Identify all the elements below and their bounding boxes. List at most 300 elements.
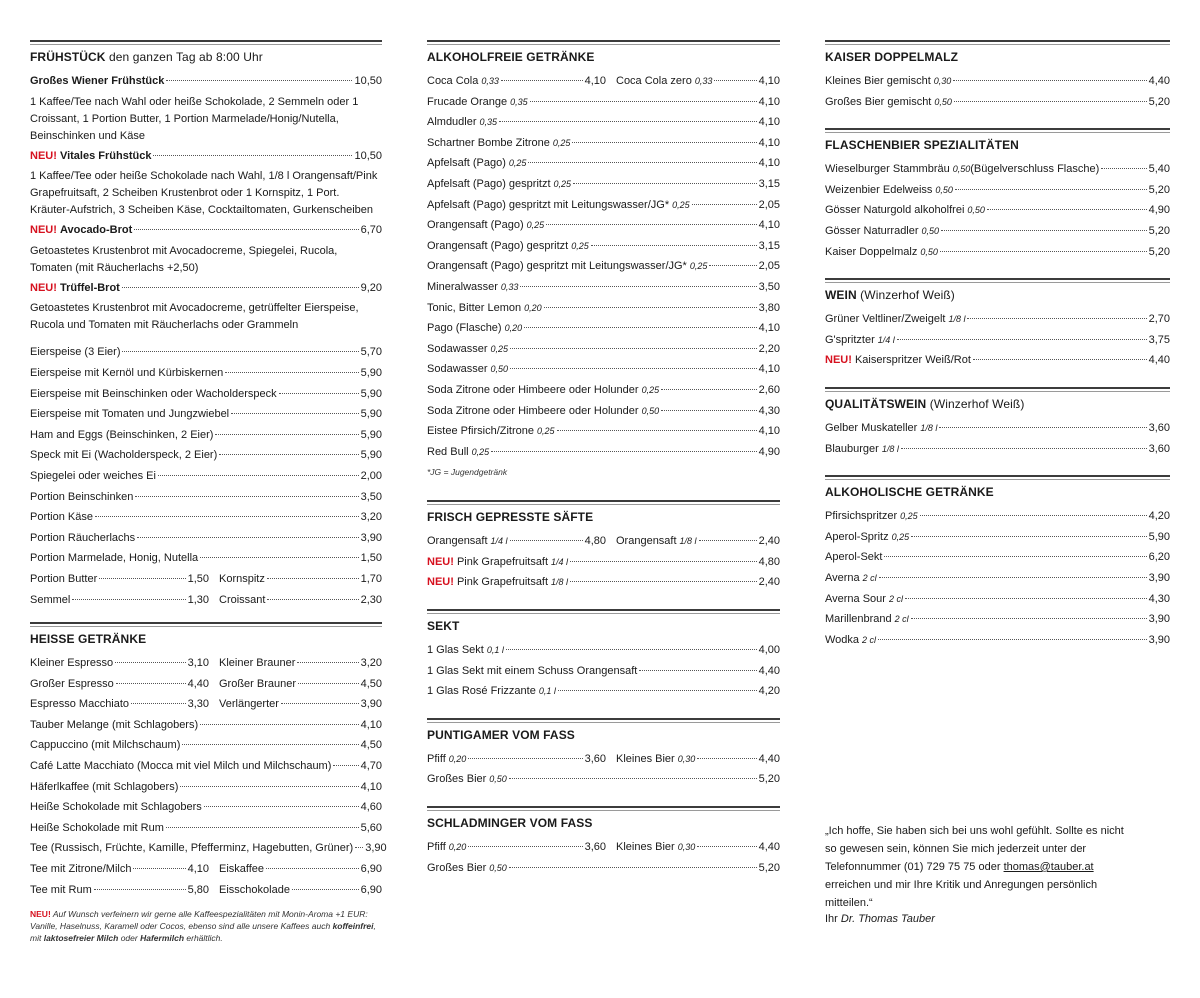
menu-item bbox=[427, 114, 780, 135]
dot-leader bbox=[122, 351, 358, 352]
item-price: 4,50 bbox=[360, 739, 382, 752]
pair-right bbox=[209, 696, 382, 713]
menu-item bbox=[825, 352, 1170, 373]
item-price: 4,10 bbox=[360, 780, 382, 793]
item-name: Tauber Melange (mit Schlagobers) bbox=[30, 718, 199, 731]
item-volume: 0,50 bbox=[952, 164, 971, 175]
item-price: 4,40 bbox=[758, 664, 780, 677]
email-link[interactable]: thomas@tauber.at bbox=[1003, 861, 1094, 873]
signature: Ihr Dr. Thomas Tauber bbox=[825, 913, 935, 925]
menu-item bbox=[825, 202, 1170, 223]
item-name: Pink Grapefruitsaft bbox=[456, 555, 549, 568]
dot-leader bbox=[879, 577, 1147, 578]
item-name: Wodka bbox=[825, 633, 860, 646]
dot-leader bbox=[973, 359, 1147, 360]
item-price: 3,60 bbox=[584, 841, 606, 854]
item-price: 3,20 bbox=[360, 657, 382, 670]
specials-list bbox=[30, 68, 382, 334]
section-sekt bbox=[427, 609, 780, 704]
dot-leader bbox=[297, 662, 358, 663]
coffee-note: NEU! Auf Wunsch verfeinern wir gerne alle Kaffeespezialitäten mit Monin-Aroma +1 EUR: Vanille, Haselnuss, Karamell oder Cocos, ebenso sind alle unsere Kaffees auch koffeinfrei, mit laktosefreier Milch oder Hafermilch erhältlich. bbox=[30, 909, 376, 944]
sekt-list bbox=[427, 637, 780, 704]
kaiser-list bbox=[825, 68, 1170, 114]
item-volume: 0,1 l bbox=[538, 686, 556, 697]
item-volume: 0,20 bbox=[448, 842, 467, 853]
dot-leader bbox=[95, 516, 359, 517]
menu-item bbox=[427, 320, 780, 341]
item-price: 1,50 bbox=[187, 572, 209, 585]
item-price: 2,60 bbox=[758, 383, 780, 396]
item-name: Kaiserspritzer Weiß/Rot bbox=[854, 354, 971, 367]
item-name: Apfelsaft (Pago) bbox=[427, 157, 506, 170]
menu-item-pair bbox=[30, 655, 382, 676]
item-name: Coca Cola zero bbox=[616, 75, 692, 87]
dot-leader bbox=[182, 744, 358, 745]
dot-leader bbox=[281, 703, 359, 704]
section-heisse-getraenke bbox=[30, 622, 387, 944]
puntigamer-pair bbox=[427, 746, 780, 772]
dot-leader bbox=[939, 427, 1146, 428]
item-name: Großer Espresso bbox=[30, 677, 114, 690]
item-name: 1 Glas Rosé Frizzante bbox=[427, 685, 536, 698]
item-volume: 0,25 bbox=[689, 261, 708, 272]
menu-item bbox=[427, 771, 780, 792]
item-price: 3,90 bbox=[360, 698, 382, 711]
item-price: 4,50 bbox=[360, 677, 382, 690]
item-price: 4,60 bbox=[360, 801, 382, 814]
item-price: 4,10 bbox=[758, 219, 780, 232]
owner-quote: „Ich hoffe, Sie haben sich bei uns wohl gefühlt. Sollte es nicht so gewesen sein, können Sie mich jederzeit unter der Telefonnummer (01) 729 75 75 oder thomas@tauber.at erreichen und mir Ihre Kritik und Anregungen persönlich mitteilen.“ bbox=[825, 825, 1124, 909]
item-volume: 0,50 bbox=[490, 364, 509, 375]
item-price: 3,50 bbox=[360, 490, 382, 503]
item-volume: 0,1 l bbox=[486, 645, 504, 656]
item-price: 4,10 bbox=[758, 425, 780, 438]
item-volume: 0,25 bbox=[552, 137, 571, 148]
neu-badge: NEU! bbox=[30, 281, 57, 294]
item-price: 4,10 bbox=[758, 95, 780, 108]
neu-badge: NEU! bbox=[30, 149, 57, 162]
item-price: 4,20 bbox=[758, 685, 780, 698]
item-volume: 0,50 bbox=[935, 184, 953, 195]
item-name: Gösser Naturgold alkoholfrei bbox=[825, 204, 965, 217]
item-price: 1,70 bbox=[360, 572, 382, 585]
menu-item-pair bbox=[427, 839, 780, 860]
item-price: 2,30 bbox=[360, 593, 382, 606]
pair-left bbox=[427, 751, 606, 768]
dot-leader bbox=[940, 251, 1147, 252]
item-price: 1,30 bbox=[187, 593, 209, 606]
menu-item bbox=[427, 444, 780, 465]
menu-item bbox=[825, 549, 1170, 570]
pair-left bbox=[30, 592, 209, 609]
menu-item bbox=[427, 403, 780, 424]
dot-leader bbox=[200, 724, 358, 725]
menu-item bbox=[427, 238, 780, 259]
item-volume: 0,50 bbox=[641, 405, 660, 416]
dot-leader bbox=[530, 101, 757, 102]
pair-right bbox=[209, 571, 382, 588]
item-name: Gelber Muskateller bbox=[825, 421, 918, 434]
dot-leader bbox=[955, 189, 1147, 190]
item-name: Kornspitz bbox=[219, 572, 265, 585]
item-name: 1 Glas Sekt mit einem Schuss Orangensaft bbox=[427, 664, 638, 677]
section-flaschenbier bbox=[825, 128, 1170, 264]
section-puntigamer bbox=[427, 718, 780, 792]
section-fruehstueck bbox=[30, 40, 382, 612]
item-price: 4,10 bbox=[187, 863, 209, 876]
item-name: Kleines Bier gemischt bbox=[825, 75, 931, 87]
menu-item bbox=[427, 197, 780, 218]
menu-item bbox=[30, 386, 382, 407]
item-name: Café Latte Macchiato (Mocca mit viel Milch und Milchschaum) bbox=[30, 760, 332, 773]
dot-leader bbox=[180, 786, 358, 787]
item-price: 4,80 bbox=[758, 555, 780, 568]
puntigamer-list bbox=[427, 771, 780, 792]
item-price: 5,90 bbox=[360, 366, 382, 379]
item-name: Almdudler bbox=[427, 116, 477, 129]
section-title: HEISSE GETRÄNKE bbox=[30, 632, 147, 647]
item-volume: 1/4 l bbox=[877, 334, 895, 345]
item-name: Red Bull bbox=[427, 445, 469, 458]
item-name: Espresso Macchiato bbox=[30, 698, 130, 711]
dot-leader bbox=[905, 598, 1147, 599]
dot-leader bbox=[510, 368, 757, 369]
dot-leader bbox=[661, 410, 756, 411]
dot-leader bbox=[491, 451, 756, 452]
dot-leader bbox=[122, 287, 359, 288]
menu-item-pair bbox=[427, 73, 780, 94]
dot-leader bbox=[279, 393, 359, 394]
menu-item bbox=[427, 860, 780, 881]
section-alkoholfrei bbox=[427, 40, 780, 478]
menu-item-pair bbox=[427, 751, 780, 772]
item-name: Kaiser Doppelmalz bbox=[825, 245, 918, 258]
hot-drinks-pairs-top bbox=[30, 650, 382, 717]
item-volume: 0,50 bbox=[921, 225, 940, 236]
menu-item bbox=[825, 420, 1170, 441]
item-name: Weizenbier Edelweiss bbox=[825, 183, 933, 196]
menu-item bbox=[30, 148, 382, 169]
item-price: 5,20 bbox=[758, 773, 780, 786]
menu-item bbox=[30, 73, 382, 94]
dot-leader bbox=[94, 889, 186, 890]
item-volume: 2 cl bbox=[862, 634, 877, 645]
item-price: 5,90 bbox=[360, 449, 382, 462]
item-name: Tonic, Bitter Lemon bbox=[427, 301, 522, 314]
menu-item bbox=[30, 530, 382, 551]
menu-item bbox=[427, 217, 780, 238]
menu-item bbox=[427, 683, 780, 704]
pair-left bbox=[427, 533, 606, 550]
item-description: Getoastetes Krustenbrot mit Avocadocreme, Spiegelei, Rucola, Tomaten (mit Räucherlachs +2,50) bbox=[30, 244, 338, 274]
dot-leader bbox=[572, 142, 756, 143]
dot-leader bbox=[131, 703, 186, 704]
neu-badge: NEU! bbox=[30, 224, 57, 237]
item-volume: 0,35 bbox=[510, 96, 528, 107]
item-volume: 0,20 bbox=[448, 753, 467, 764]
dot-leader bbox=[941, 230, 1147, 231]
item-volume: 2 cl bbox=[894, 614, 909, 625]
item-name: Schartner Bombe Zitrone bbox=[427, 136, 550, 149]
menu-item bbox=[427, 176, 780, 197]
column-middle bbox=[427, 40, 780, 880]
item-volume: 1/8 l bbox=[881, 443, 899, 454]
item-price: 10,50 bbox=[354, 149, 382, 162]
item-volume: 0,25 bbox=[571, 240, 589, 251]
menu-item bbox=[30, 280, 382, 301]
dot-leader bbox=[884, 556, 1146, 557]
section-title: PUNTIGAMER VOM FASS bbox=[427, 727, 575, 742]
column-right bbox=[825, 40, 1170, 652]
item-price: 2,05 bbox=[758, 260, 780, 273]
dot-leader bbox=[953, 80, 1146, 81]
item-name: Tee mit Zitrone/Milch bbox=[30, 863, 132, 876]
section-alkoholisch bbox=[825, 475, 1170, 652]
section-subtitle: den ganzen Tag ab 8:00 Uhr bbox=[109, 50, 263, 64]
item-name: Portion Marmelade, Honig, Nutella bbox=[30, 552, 199, 565]
menu-item bbox=[427, 554, 780, 575]
item-price: 4,20 bbox=[1148, 510, 1170, 523]
item-price: 5,60 bbox=[360, 821, 382, 834]
dot-leader bbox=[72, 599, 185, 600]
item-volume: 0,50 bbox=[489, 774, 507, 785]
menu-item bbox=[427, 663, 780, 684]
menu-item bbox=[427, 94, 780, 115]
item-name: Verlängerter bbox=[219, 698, 279, 711]
dot-leader bbox=[215, 434, 358, 435]
dot-leader bbox=[501, 80, 583, 81]
menu-item bbox=[30, 758, 382, 779]
item-name: Großes Bier gemischt bbox=[825, 95, 932, 108]
item-volume: 1/8 l bbox=[551, 577, 569, 588]
item-volume: 0,35 bbox=[479, 117, 498, 128]
section-title: KAISER DOPPELMALZ bbox=[825, 50, 959, 64]
pair-left bbox=[30, 696, 209, 713]
item-name: Eistee Pfirsich/Zitrone bbox=[427, 425, 534, 438]
item-price: 5,20 bbox=[1148, 245, 1170, 258]
menu-item bbox=[825, 529, 1170, 550]
item-volume: 1/8 l bbox=[920, 422, 938, 433]
juices-pair bbox=[427, 528, 780, 554]
soft-drinks-pair bbox=[427, 68, 780, 94]
item-volume: 0,25 bbox=[490, 343, 509, 354]
dot-leader bbox=[714, 80, 756, 81]
menu-item bbox=[427, 423, 780, 444]
item-name: Frucade Orange bbox=[427, 95, 508, 108]
bottled-beer-list bbox=[825, 156, 1170, 264]
item-price: 5,90 bbox=[1148, 530, 1170, 543]
dot-leader bbox=[692, 204, 757, 205]
item-name: Tee (Russisch, Früchte, Kamille, Pfefferminz, Hagebutten, Grüner) bbox=[30, 842, 354, 855]
dot-leader bbox=[897, 339, 1147, 340]
section-qualitaetswein: QUALITÄTSWEIN (Winzerhof Weiß) Gelber Muskateller 1/8 l 3,60 Blauburger 1/8 l 3,60 bbox=[825, 387, 1170, 461]
menu-item bbox=[30, 509, 382, 530]
item-price: 5,90 bbox=[360, 408, 382, 421]
dot-leader bbox=[219, 454, 358, 455]
menu-item bbox=[30, 717, 382, 738]
item-price: 3,30 bbox=[187, 698, 209, 711]
item-name: Orangensaft (Pago) bbox=[427, 219, 524, 232]
section-title: SCHLADMINGER VOM FASS bbox=[427, 816, 593, 831]
dot-leader bbox=[901, 448, 1147, 449]
item-price: 6,70 bbox=[360, 224, 382, 237]
dot-leader bbox=[557, 430, 757, 431]
dot-leader bbox=[509, 867, 757, 868]
item-volume: 0,20 bbox=[504, 323, 523, 334]
item-volume: 0,25 bbox=[553, 178, 572, 189]
item-price: 4,10 bbox=[758, 75, 780, 87]
item-price: 3,20 bbox=[360, 511, 382, 524]
dot-leader bbox=[267, 578, 359, 579]
item-name: Kleines Bier bbox=[616, 752, 675, 765]
item-price: 5,20 bbox=[758, 861, 780, 874]
item-name: Pfirsichspritzer bbox=[825, 510, 898, 523]
menu-item bbox=[30, 737, 382, 758]
pair-right bbox=[606, 533, 780, 550]
item-name: Semmel bbox=[30, 593, 71, 606]
menu-item bbox=[825, 161, 1170, 182]
column-left bbox=[30, 40, 387, 944]
item-volume: 0,25 bbox=[891, 531, 910, 542]
section-title: QUALITÄTSWEIN bbox=[825, 396, 927, 411]
item-price: 4,70 bbox=[360, 760, 382, 773]
item-price: 4,10 bbox=[758, 363, 780, 376]
item-volume: 0,25 bbox=[641, 384, 660, 395]
menu-item bbox=[825, 311, 1170, 332]
item-volume: 0,33 bbox=[694, 76, 713, 86]
item-price: 5,20 bbox=[1148, 95, 1170, 108]
menu-item bbox=[30, 489, 382, 510]
item-name: Kleines Bier bbox=[616, 841, 675, 854]
menu-item bbox=[825, 73, 1170, 94]
item-name: Trüffel-Brot bbox=[59, 281, 120, 294]
item-name: Apfelsaft (Pago) gespritzt bbox=[427, 177, 551, 190]
item-volume: 0,50 bbox=[934, 96, 952, 107]
menu-item bbox=[825, 611, 1170, 632]
menu-item-pair bbox=[30, 696, 382, 717]
menu-item bbox=[825, 591, 1170, 612]
pair-right bbox=[209, 676, 382, 693]
section-title: FRÜHSTÜCK bbox=[30, 50, 106, 64]
item-name: Orangensaft (Pago) gespritzt mit Leitungswasser/JG* bbox=[427, 260, 687, 273]
item-volume: 0,50 bbox=[920, 246, 938, 257]
item-volume: 0,25 bbox=[471, 446, 490, 457]
item-description: Getoastetes Krustenbrot mit Avocadocreme, getrüffelter Eierspeise, Rucola und Tomaten mit Räucherlachs oder Grammeln bbox=[30, 302, 359, 332]
item-price: 2,40 bbox=[758, 576, 780, 589]
item-description: 1 Kaffee/Tee nach Wahl oder heiße Schokolade, 2 Semmeln oder 1 Croissant, 1 Portion Butter, 1 Portion Marmelade/Honig/Nutella, Beinschinken und Käse bbox=[30, 95, 359, 142]
item-volume: 2 cl bbox=[862, 572, 877, 583]
section-kaiser bbox=[825, 40, 1170, 114]
menu-item-pair bbox=[30, 861, 382, 882]
dot-leader bbox=[520, 286, 756, 287]
item-description: 1 Kaffee/Tee oder heiße Schokolade nach Wahl, 1/8 l Orangensaft/Pink Grapefruitsaft, 2 Scheiben Krustenbrot oder 1 Kornspitz, 1 Port. Kräuter-Aufstrich, 3 Scheiben Käse, Cocktailtomaten, Gurkenscheiben bbox=[30, 170, 378, 217]
menu-item-pair bbox=[30, 676, 382, 697]
item-name: G'spritzter bbox=[825, 333, 875, 346]
pair-right bbox=[209, 655, 382, 672]
dot-leader bbox=[510, 348, 757, 349]
item-price: 4,10 bbox=[758, 322, 780, 335]
item-price: 6,90 bbox=[360, 863, 382, 876]
dot-leader bbox=[468, 846, 582, 847]
dot-leader bbox=[987, 209, 1147, 210]
item-price: 4,10 bbox=[360, 718, 382, 731]
item-price: 5,90 bbox=[360, 387, 382, 400]
breakfast-items-list bbox=[30, 344, 382, 571]
item-name: Vitales Frühstück bbox=[59, 149, 152, 162]
item-name: Portion Räucherlachs bbox=[30, 531, 136, 544]
hot-drinks-list bbox=[30, 717, 387, 861]
item-volume: 1/4 l bbox=[490, 536, 508, 547]
section-title: SEKT bbox=[427, 619, 460, 634]
dot-leader bbox=[570, 581, 757, 582]
pair-left bbox=[427, 73, 606, 90]
item-price: 4,30 bbox=[758, 404, 780, 417]
menu-item bbox=[30, 222, 382, 243]
menu-item bbox=[427, 574, 780, 595]
menu-item bbox=[427, 279, 780, 300]
menu-item bbox=[30, 820, 382, 841]
item-price: 5,70 bbox=[360, 346, 382, 359]
pair-right bbox=[209, 592, 382, 609]
item-name: Orangensaft bbox=[616, 535, 677, 548]
item-price: 4,40 bbox=[187, 677, 209, 690]
dot-leader bbox=[591, 245, 757, 246]
section-wein: WEIN (Winzerhof Weiß) Grüner Veltliner/Zweigelt 1/8 l 2,70 G'spritzter 1/4 l 3,75 NEU! Kaiserspritzer Weiß/Rot 4,40 bbox=[825, 278, 1170, 373]
item-name: Speck mit Ei (Wacholderspeck, 2 Eier) bbox=[30, 449, 218, 462]
dot-leader bbox=[468, 758, 582, 759]
section-title: FLASCHENBIER SPEZIALITÄTEN bbox=[825, 138, 1019, 153]
item-name: Avocado-Brot bbox=[59, 224, 133, 237]
pair-right bbox=[606, 839, 780, 856]
item-name: Ham and Eggs (Beinschinken, 2 Eier) bbox=[30, 428, 214, 441]
menu-item-pair bbox=[30, 882, 382, 903]
item-price: 3,60 bbox=[584, 752, 606, 765]
menu-item bbox=[825, 332, 1170, 353]
section-title: WEIN bbox=[825, 288, 857, 303]
item-volume: 0,30 bbox=[933, 76, 952, 86]
item-price: 1,50 bbox=[360, 552, 382, 565]
item-volume: 0,30 bbox=[677, 842, 696, 853]
item-price: 5,40 bbox=[1148, 163, 1170, 176]
item-price: 4,10 bbox=[584, 75, 606, 87]
item-name: Marillenbrand bbox=[825, 613, 892, 626]
item-price: 4,40 bbox=[1148, 354, 1170, 367]
menu-item bbox=[427, 341, 780, 362]
item-price: 2,70 bbox=[1148, 313, 1170, 326]
item-name: Eiskaffee bbox=[219, 863, 265, 876]
pair-left bbox=[427, 839, 606, 856]
item-price: 6,90 bbox=[360, 883, 382, 896]
menu-item bbox=[825, 632, 1170, 653]
item-extra: (Bügelverschluss Flasche) bbox=[970, 163, 1100, 176]
dot-leader bbox=[135, 496, 358, 497]
section-title: ALKOHOLFREIE GETRÄNKE bbox=[427, 50, 595, 64]
item-name: Eierspeise mit Tomaten und Jungzwiebel bbox=[30, 408, 230, 421]
item-price: 5,20 bbox=[1148, 224, 1170, 237]
dot-leader bbox=[558, 690, 757, 691]
dot-leader bbox=[573, 183, 757, 184]
item-name: Grüner Veltliner/Zweigelt bbox=[825, 313, 946, 326]
dot-leader bbox=[528, 162, 756, 163]
menu-item bbox=[30, 406, 382, 427]
dot-leader bbox=[267, 599, 358, 600]
item-volume: 0,33 bbox=[500, 281, 519, 292]
dot-leader bbox=[116, 683, 186, 684]
spirits-list bbox=[825, 503, 1170, 652]
item-name: Pink Grapefruitsaft bbox=[456, 576, 549, 589]
item-name: 1 Glas Sekt bbox=[427, 644, 484, 657]
dot-leader bbox=[134, 229, 358, 230]
